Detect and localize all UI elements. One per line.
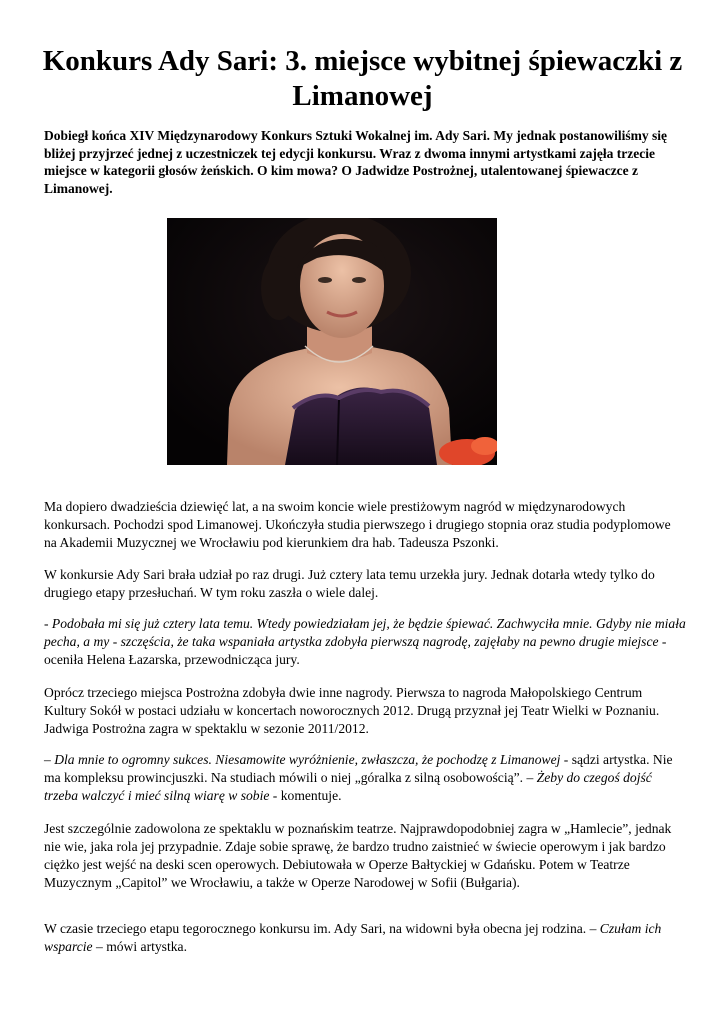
article-lead: Dobiegł końca XIV Międzynarodowy Konkurs Sztuki Wokalnej im. Ady Sari. My jednak postanowiliśmy się bliżej przyjrzeć jednej z uczestniczek tej edycji konkursu. Wraz z dwoma innymi artystkami zajęła trzecie miejsce w kategorii głosów żeńskich. O kim mowa? O Jadwidze Postrożnej, utalentowanej śpiewaczce z Limanowej. (44, 128, 667, 196)
quote-helena-1: - Podobała mi się już cztery lata temu. Wtedy powiedziałam jej, że będzie śpiewać. Zachwyciła mnie. Gdyby nie miała pecha, a my - (44, 616, 686, 649)
text-family-end: – mówi artystka. (92, 939, 187, 954)
paragraph-1: Ma dopiero dwadzieścia dziewięć lat, a na swoim koncie wiele prestiżowym nagród w międzynarodowych konkursach. Pochodzi spod Limanowej. Ukończyła studia pierwszego i drugiego stopnia oraz studia podyplomowe na Akademii Muzycznej we Wrocławiu pod kierunkiem dra hab. Tadeusza Pszonki. (44, 499, 671, 550)
attribution-helena: - oceniła Helena Łazarska, przewodnicząca jury. (44, 634, 667, 667)
text-artist-mid: - sądzi artystka. Nie ma kompleksu prowincjuszki. Na studiach mówili o niej „góralka z silną osobowością”. – (44, 752, 673, 785)
singer-photo (167, 218, 497, 465)
paragraph-4: Oprócz trzeciego miejsca Postrożna zdobyła dwie inne nagrody. Pierwsza to nagroda Małopolskiego Centrum Kultury Sokół w postaci udziału w koncertach noworocznych 2012. Drugą przyznał jej Teatr Wielki w Poznaniu. Jadwiga Postrożna zagra w spektaklu w sezonie 2011/2012. (44, 685, 660, 736)
quote-helena-2: szczęścia, że taka wspaniała artystka zdobyła pierwszą nagrodę, zajęłaby na pewno drugie miejsce (120, 634, 659, 649)
paragraph-2: W konkursie Ady Sari brała udział po raz drugi. Już cztery lata temu urzekła jury. Jednak dotarła wtedy tylko do drugiego etapy przesłuchań. W tym roku zaszła o wiele dalej. (44, 567, 655, 600)
text-artist-end: - komentuje. (269, 788, 342, 803)
quote-artist-1: – Dla mnie to ogromny sukces. Niesamowite wyróżnienie, zwłaszcza, że pochodzę z Limanowej (44, 752, 561, 767)
paragraph-5 (44, 751, 686, 805)
paragraph-3 (44, 615, 686, 669)
paragraph-6: Jest szczególnie zadowolona ze spektaklu w poznańskim teatrze. Najprawdopodobniej zagra w „Hamlecie”, jednak nie wie, jaka rola jej przypadnie. Zdaje sobie sprawę, że bardzo trudno zaistnieć w świecie operowym i jak bardzo ciężko jest wejść na deski scen operowych. Debiutowała w Operze Bałtyckiej w Gdańsku. Potem w Teatrze Muzycznym „Capitol” we Wrocławiu, a także w Operze Narodowej w Sofii (Bułgaria). (44, 821, 672, 890)
text-family: W czasie trzeciego etapu tegorocznego konkursu im. Ady Sari, na widowni była obecna jej rodzina. – (44, 921, 600, 936)
quote-artist-2: Żeby do czegoś dojść trzeba walczyć i mieć silną wiarę w sobie (44, 770, 652, 803)
quote-support: Czułam ich wsparcie (44, 921, 662, 954)
paragraph-7 (44, 920, 686, 956)
article-title: Konkurs Ady Sari: 3. miejsce wybitnej śpiewaczki z Limanowej (42, 45, 683, 112)
